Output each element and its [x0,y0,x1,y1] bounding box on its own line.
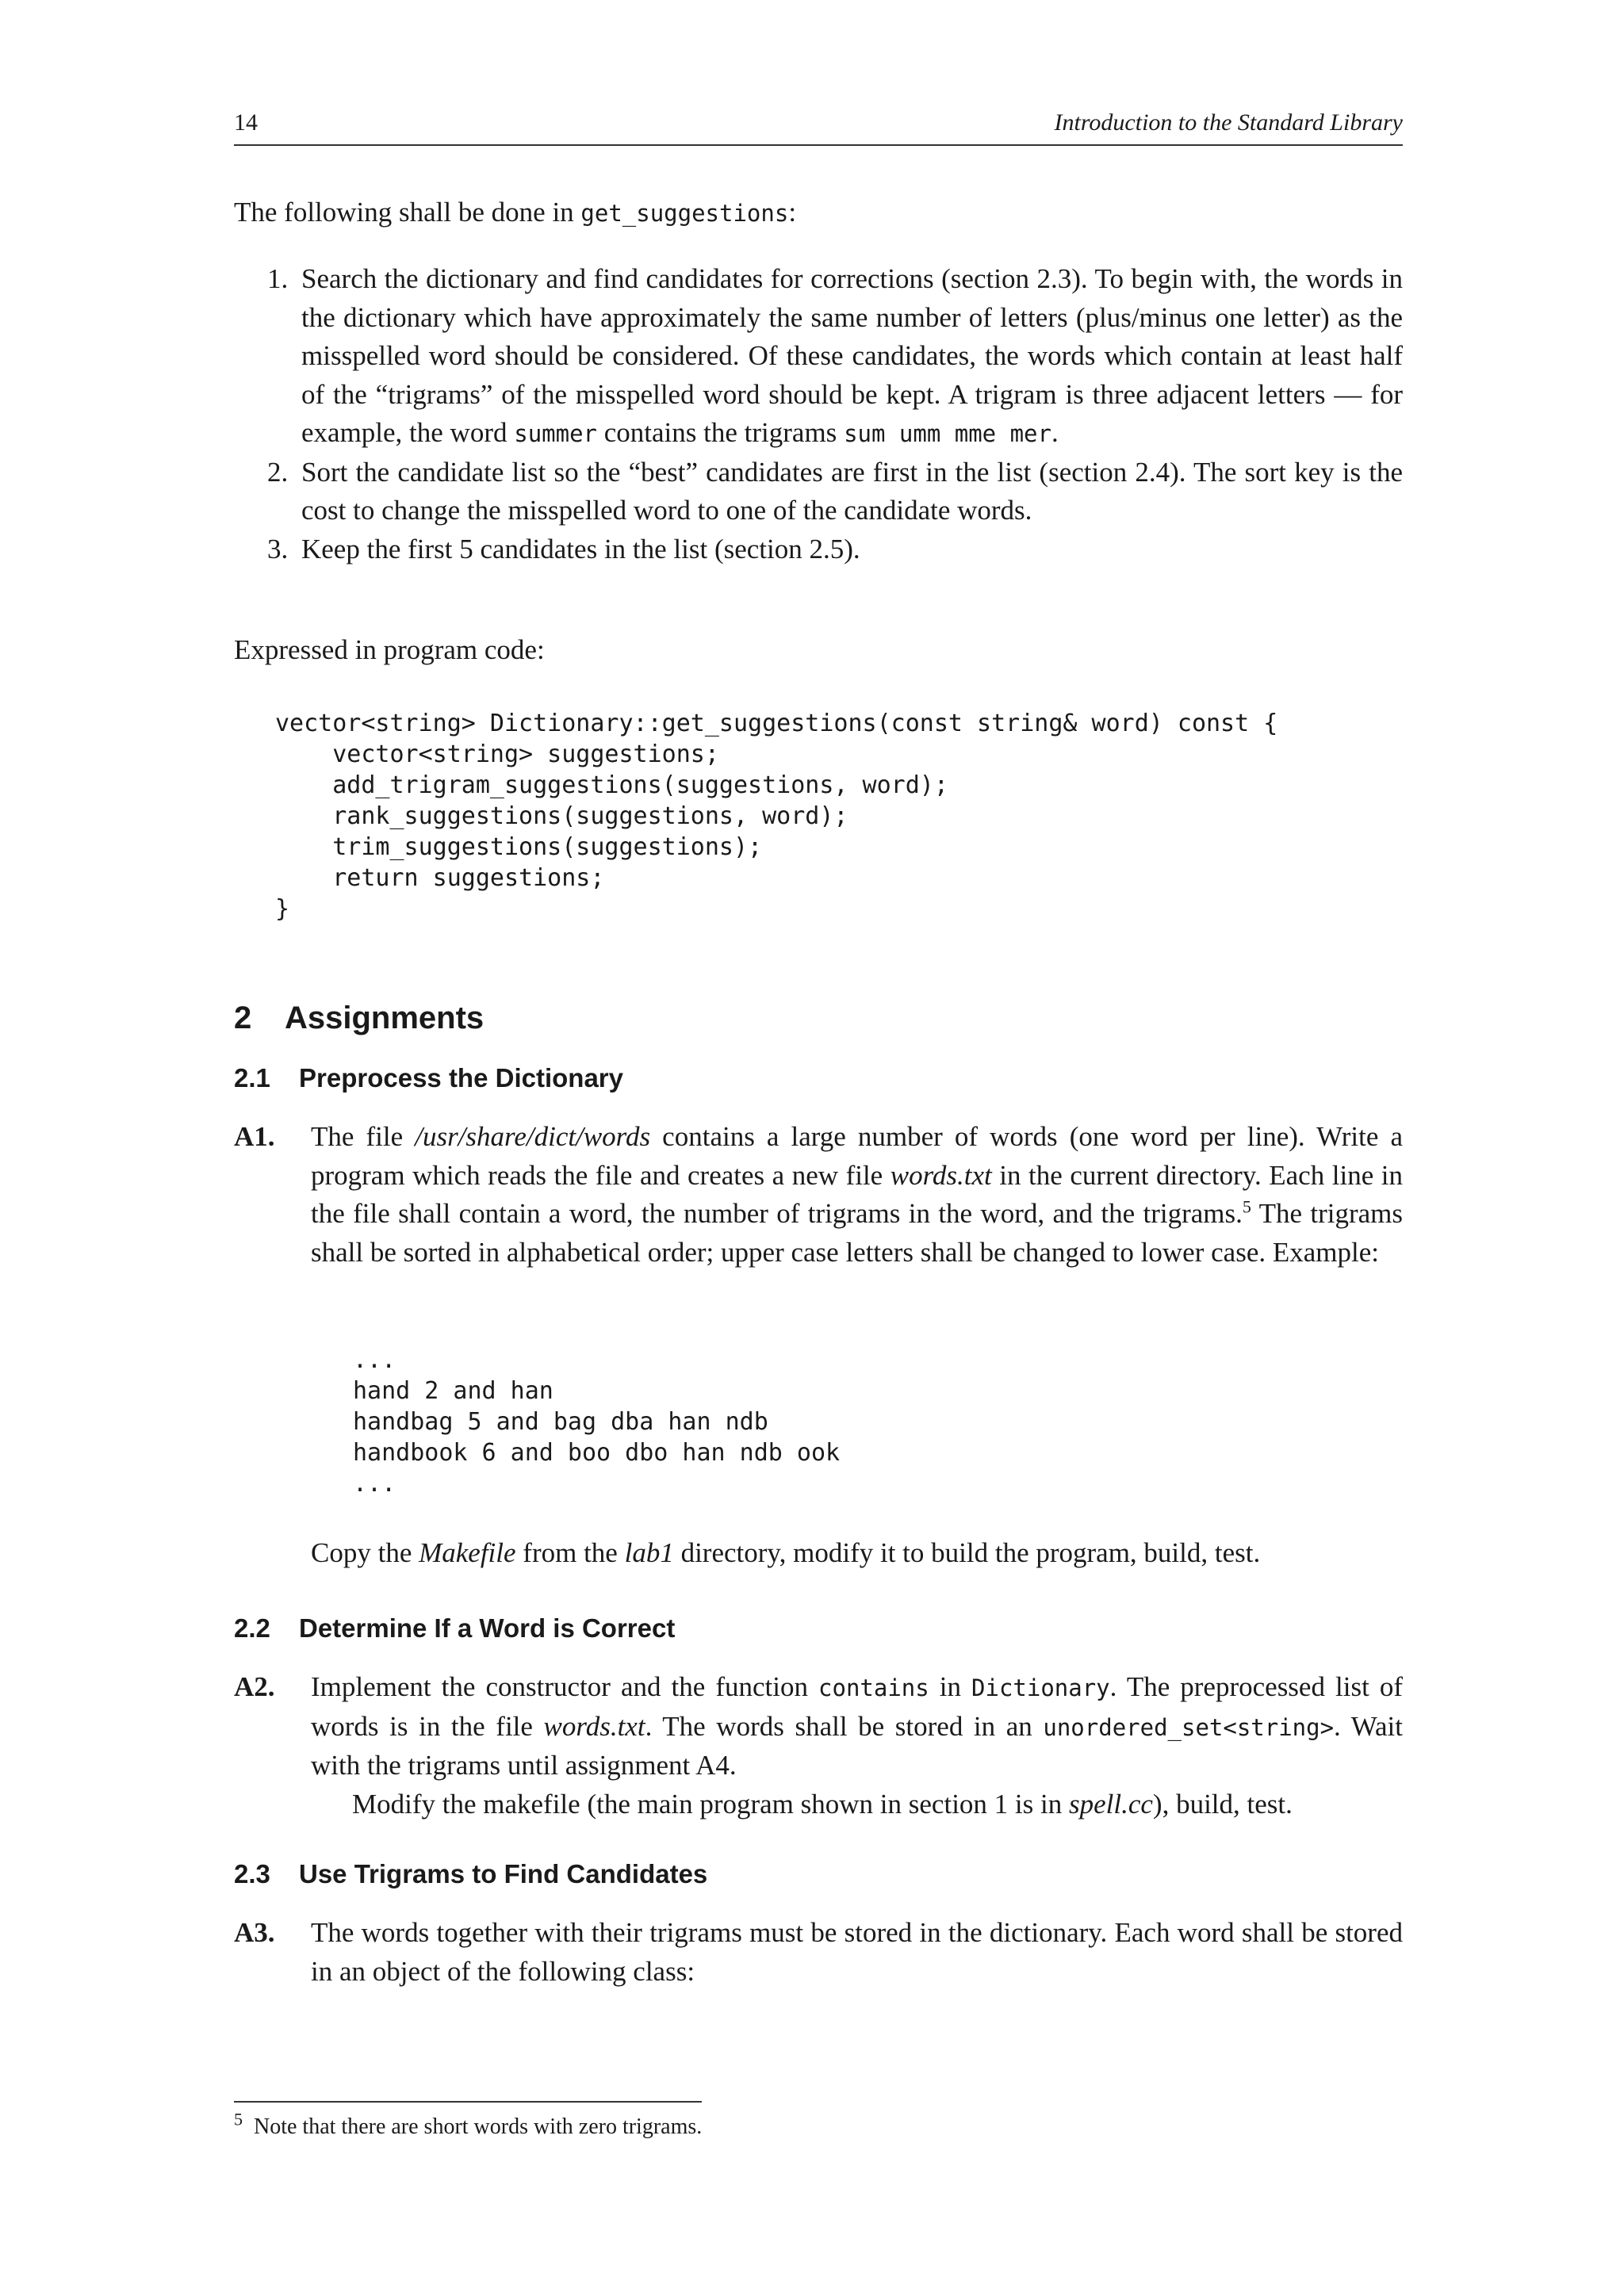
assignment-text: ), build, test. [1152,1788,1293,1820]
assignment-text: . The preprocessed list of words is in the file [311,1671,1404,1742]
assignment-text: The file [311,1121,416,1152]
inline-code: sum umm mme mer [844,420,1051,447]
file-path: /usr/share/dict/words [415,1121,651,1152]
list-item [234,530,1403,569]
assignment-body [311,1668,1403,1785]
list-item-text: . [1051,417,1059,448]
copy-makefile-paragraph [311,1534,1403,1573]
subsection-heading [234,1859,707,1889]
assignment-text: from the [515,1537,625,1568]
list-item-number: 2. [267,456,289,488]
code-block: vector<string> Dictionary::get_suggestions(const string& word) const { vector<string> suggestions; add_trigram_suggestions(suggestions, word); rank_suggestions(suggestions, word); trim_suggestions(suggestions); return suggestions; } [275,710,1278,923]
footnote-marker: 5 [1242,1196,1251,1217]
intro-function-name: get_suggestions [580,200,789,227]
assignment-body [311,1785,1403,1824]
subsection-number: 2.2 [234,1613,270,1643]
file-name: words.txt [890,1159,992,1191]
assignment-text: in [929,1671,972,1702]
subsection-heading [234,1613,675,1644]
list-item-number: 1. [267,263,289,294]
footnote-text: Note that there are short words with zero trigrams. [254,2114,703,2139]
assignment-a2 [234,1668,1403,1823]
intro-suffix: : [788,197,797,228]
assignment-text: Copy the [311,1537,419,1568]
section-heading [234,1001,484,1036]
subsection-title: Use Trigrams to Find Candidates [299,1859,708,1888]
file-name: words.txt [543,1710,645,1742]
footnote-number: 5 [234,2109,243,2130]
assignment-label: A3. [234,1917,275,1948]
assignment-text: Modify the makefile (the main program shown in section 1 is in [352,1788,1069,1820]
footnote-rule [234,2101,702,2103]
list-item-text: Search the dictionary and find candidates for corrections (section 2.3). To begin with, the words in the dictionary which have approximately the same number of letters (plus/minus one letter) as the misspelled word should be considered. Of these candidates, the words which contain at least half of the “trigrams” of the misspelled word should be kept. A trigram is three adjacent letters — for example, the word [301,263,1403,448]
subsection-number: 2.3 [234,1859,270,1888]
section-number: 2 [234,1001,252,1035]
page-number: 14 [234,109,258,136]
file-name: Makefile [419,1537,516,1568]
section-title: Assignments [285,1001,485,1035]
file-name: spell.cc [1068,1788,1153,1820]
assignment-text: directory, modify it to build the program, build, test. [673,1537,1261,1568]
assignment-label: A2. [234,1671,275,1702]
assignment-a1 [234,1118,1403,1272]
list-item-text: contains the trigrams [597,417,845,448]
page-header [234,109,1403,146]
subsection-title: Preprocess the Dictionary [299,1063,623,1093]
footnote [234,2109,1403,2142]
expressed-paragraph: Expressed in program code: [234,634,545,665]
inline-code: Dictionary [971,1674,1110,1701]
assignment-text: . Wait with the trigrams until assignment A4. [311,1710,1403,1781]
list-item [234,453,1403,530]
assignment-text: Implement the constructor and the function [311,1671,819,1702]
example-code-block: ... hand 2 and han handbag 5 and bag dba han ndb handbook 6 and boo dbo han ndb ook ... [353,1346,841,1498]
list-item-text: Sort the candidate list so the “best” candidates are first in the list (section 2.4). The sort key is the cost to change the misspelled word to one of the candidate words. [301,456,1403,526]
directory-name: lab1 [624,1537,674,1568]
subsection-title: Determine If a Word is Correct [299,1613,676,1643]
inline-code: contains [818,1674,929,1701]
assignment-body: The words together with their trigrams must be stored in the dictionary. Each word shall be stored in an object of the following class: [311,1917,1403,1987]
subsection-heading [234,1063,623,1093]
list-item-number: 3. [267,533,289,564]
list-item [234,260,1403,453]
intro-text: The following shall be done in [234,197,581,228]
assignment-label: A1. [234,1121,275,1152]
assignment-text: contains a large number of words (one word per line). Write a program which reads the file and creates a new file [311,1121,1404,1191]
assignment-a3 [234,1914,1403,1991]
assignment-body [311,1118,1403,1272]
running-title: Introduction to the Standard Library [1054,109,1403,136]
intro-paragraph [234,193,1403,233]
inline-code: summer [514,420,598,447]
subsection-number: 2.1 [234,1063,270,1093]
inline-code: unordered_set<string> [1043,1713,1335,1741]
assignment-text: in the current directory. Each line in the file shall contain a word, the number of trigrams in the word, and the trigrams. [311,1159,1403,1229]
assignment-text: The trigrams shall be sorted in alphabetical order; upper case letters shall be changed to lower case. Example: [311,1198,1404,1268]
list-item-text: Keep the first 5 candidates in the list (section 2.5). [301,533,860,564]
steps-list [234,260,1403,568]
assignment-text: . The words shall be stored in an [645,1710,1044,1742]
